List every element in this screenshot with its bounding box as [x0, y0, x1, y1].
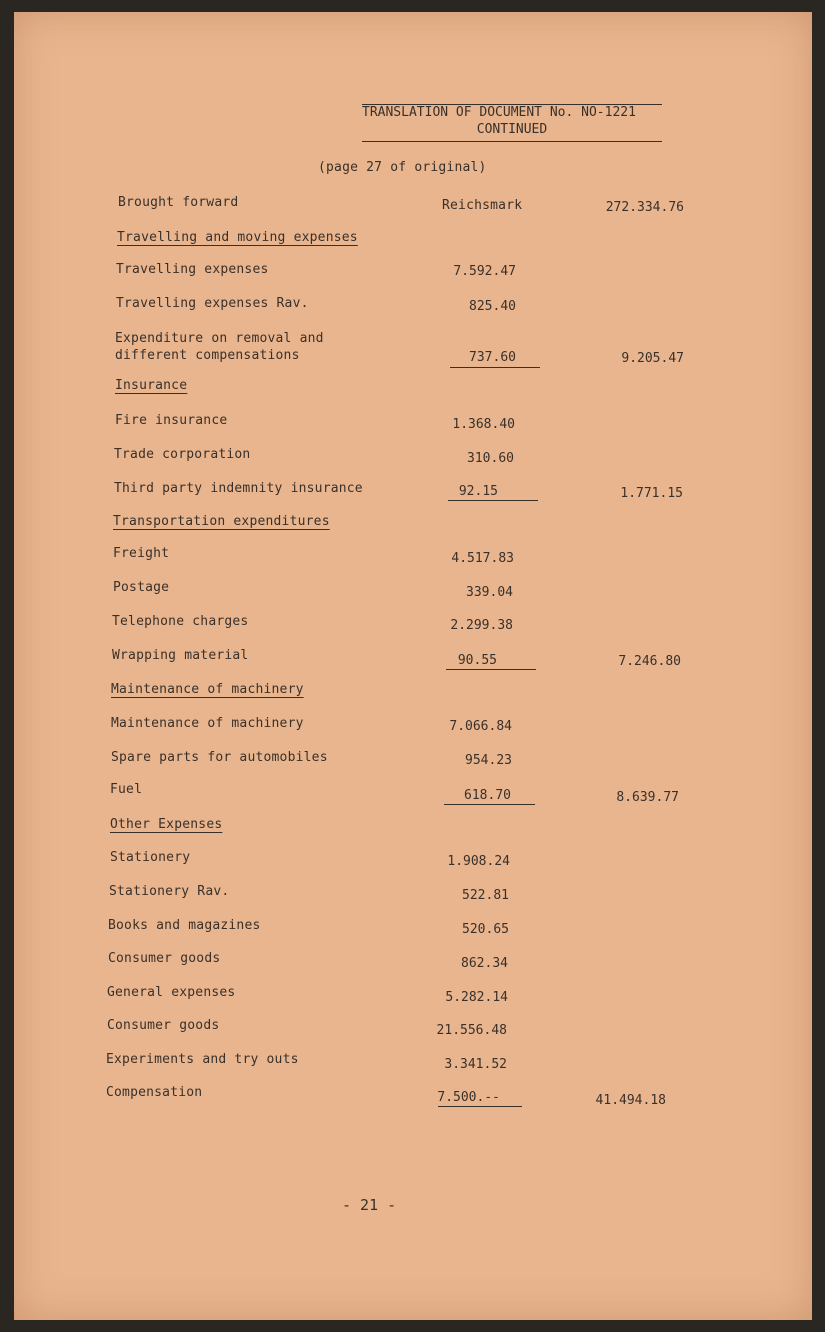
section-subtotal: 41.494.18: [595, 1093, 666, 1108]
line-item-amount: 21.556.48: [436, 1023, 507, 1038]
line-item-amount: 90.55: [457, 653, 497, 668]
sum-rule: [438, 1106, 522, 1107]
line-item-label: Spare parts for automobiles: [111, 750, 328, 765]
sum-rule: [444, 804, 535, 805]
line-item-amount: 1.368.40: [452, 417, 515, 432]
currency-label: Reichsmark: [442, 198, 523, 213]
line-item-amount: 4.517.83: [451, 551, 514, 566]
line-item-amount: 7.592.47: [453, 264, 516, 279]
section-title: Travelling and moving expenses: [117, 230, 358, 245]
line-item-amount: 310.60: [467, 451, 514, 466]
line-item-amount: 1.908.24: [447, 854, 510, 869]
line-item-label: Consumer goods: [107, 1018, 220, 1033]
line-item-label: Fire insurance: [115, 413, 228, 428]
line-item-label: Freight: [113, 546, 170, 561]
line-item-amount: 825.40: [469, 299, 516, 314]
document-subtitle: CONTINUED: [362, 122, 662, 142]
section-title: Insurance: [115, 378, 188, 393]
line-item-label: Postage: [113, 580, 170, 595]
line-item-amount: 339.04: [466, 585, 513, 600]
line-item-label: Consumer goods: [108, 951, 221, 966]
sum-rule: [446, 669, 536, 670]
line-item-label: Fuel: [110, 782, 143, 797]
sum-rule: [448, 500, 538, 501]
line-item-amount: 954.23: [465, 753, 512, 768]
brought-forward-total: 272.334.76: [605, 200, 684, 215]
section-subtotal: 9.205.47: [621, 351, 684, 366]
line-item-label: Experiments and try outs: [106, 1052, 299, 1067]
section-subtotal: 7.246.80: [618, 654, 681, 669]
line-item-label: Stationery Rav.: [109, 884, 230, 899]
section-title: Other Expenses: [110, 817, 223, 832]
line-item-amount: 3.341.52: [444, 1057, 507, 1072]
line-item-amount: 520.65: [462, 922, 509, 937]
line-item-amount: 2.299.38: [450, 618, 513, 633]
line-item-label: Telephone charges: [112, 614, 249, 629]
line-item-amount: 7.066.84: [449, 719, 512, 734]
line-item-label: Third party indemnity insurance: [114, 481, 363, 496]
line-item-amount: 862.34: [461, 956, 508, 971]
line-item-label: Compensation: [106, 1085, 203, 1100]
line-item-amount: 618.70: [464, 788, 511, 803]
line-item-amount: 92.15: [458, 484, 498, 499]
document-title: TRANSLATION OF DOCUMENT No. NO-1221: [362, 104, 662, 120]
brought-forward-label: Brought forward: [118, 195, 239, 210]
line-item-label: Stationery: [110, 850, 191, 865]
line-item-amount: 7.500.--: [437, 1090, 500, 1105]
section-subtotal: 1.771.15: [620, 486, 683, 501]
section-title: Transportation expenditures: [113, 514, 330, 529]
line-item-label: Wrapping material: [112, 648, 249, 663]
line-item-label: Maintenance of machinery: [111, 716, 304, 731]
section-title: Maintenance of machinery: [111, 682, 304, 697]
sum-rule: [450, 367, 540, 368]
line-item-amount: 5.282.14: [445, 990, 508, 1005]
page-number: - 21 -: [342, 1196, 397, 1214]
section-subtotal: 8.639.77: [616, 790, 679, 805]
line-item-label: Books and magazines: [108, 918, 261, 933]
line-item-label: Travelling expenses Rav.: [116, 296, 309, 311]
line-item-label: Expenditure on removal and different compensations: [115, 331, 324, 363]
line-item-label: Trade corporation: [114, 447, 251, 462]
page-reference: (page 27 of original): [318, 160, 487, 175]
line-item-label: Travelling expenses: [116, 262, 269, 277]
line-item-label: General expenses: [107, 985, 236, 1000]
line-item-amount: 522.81: [462, 888, 509, 903]
line-item-amount: 737.60: [469, 350, 516, 365]
